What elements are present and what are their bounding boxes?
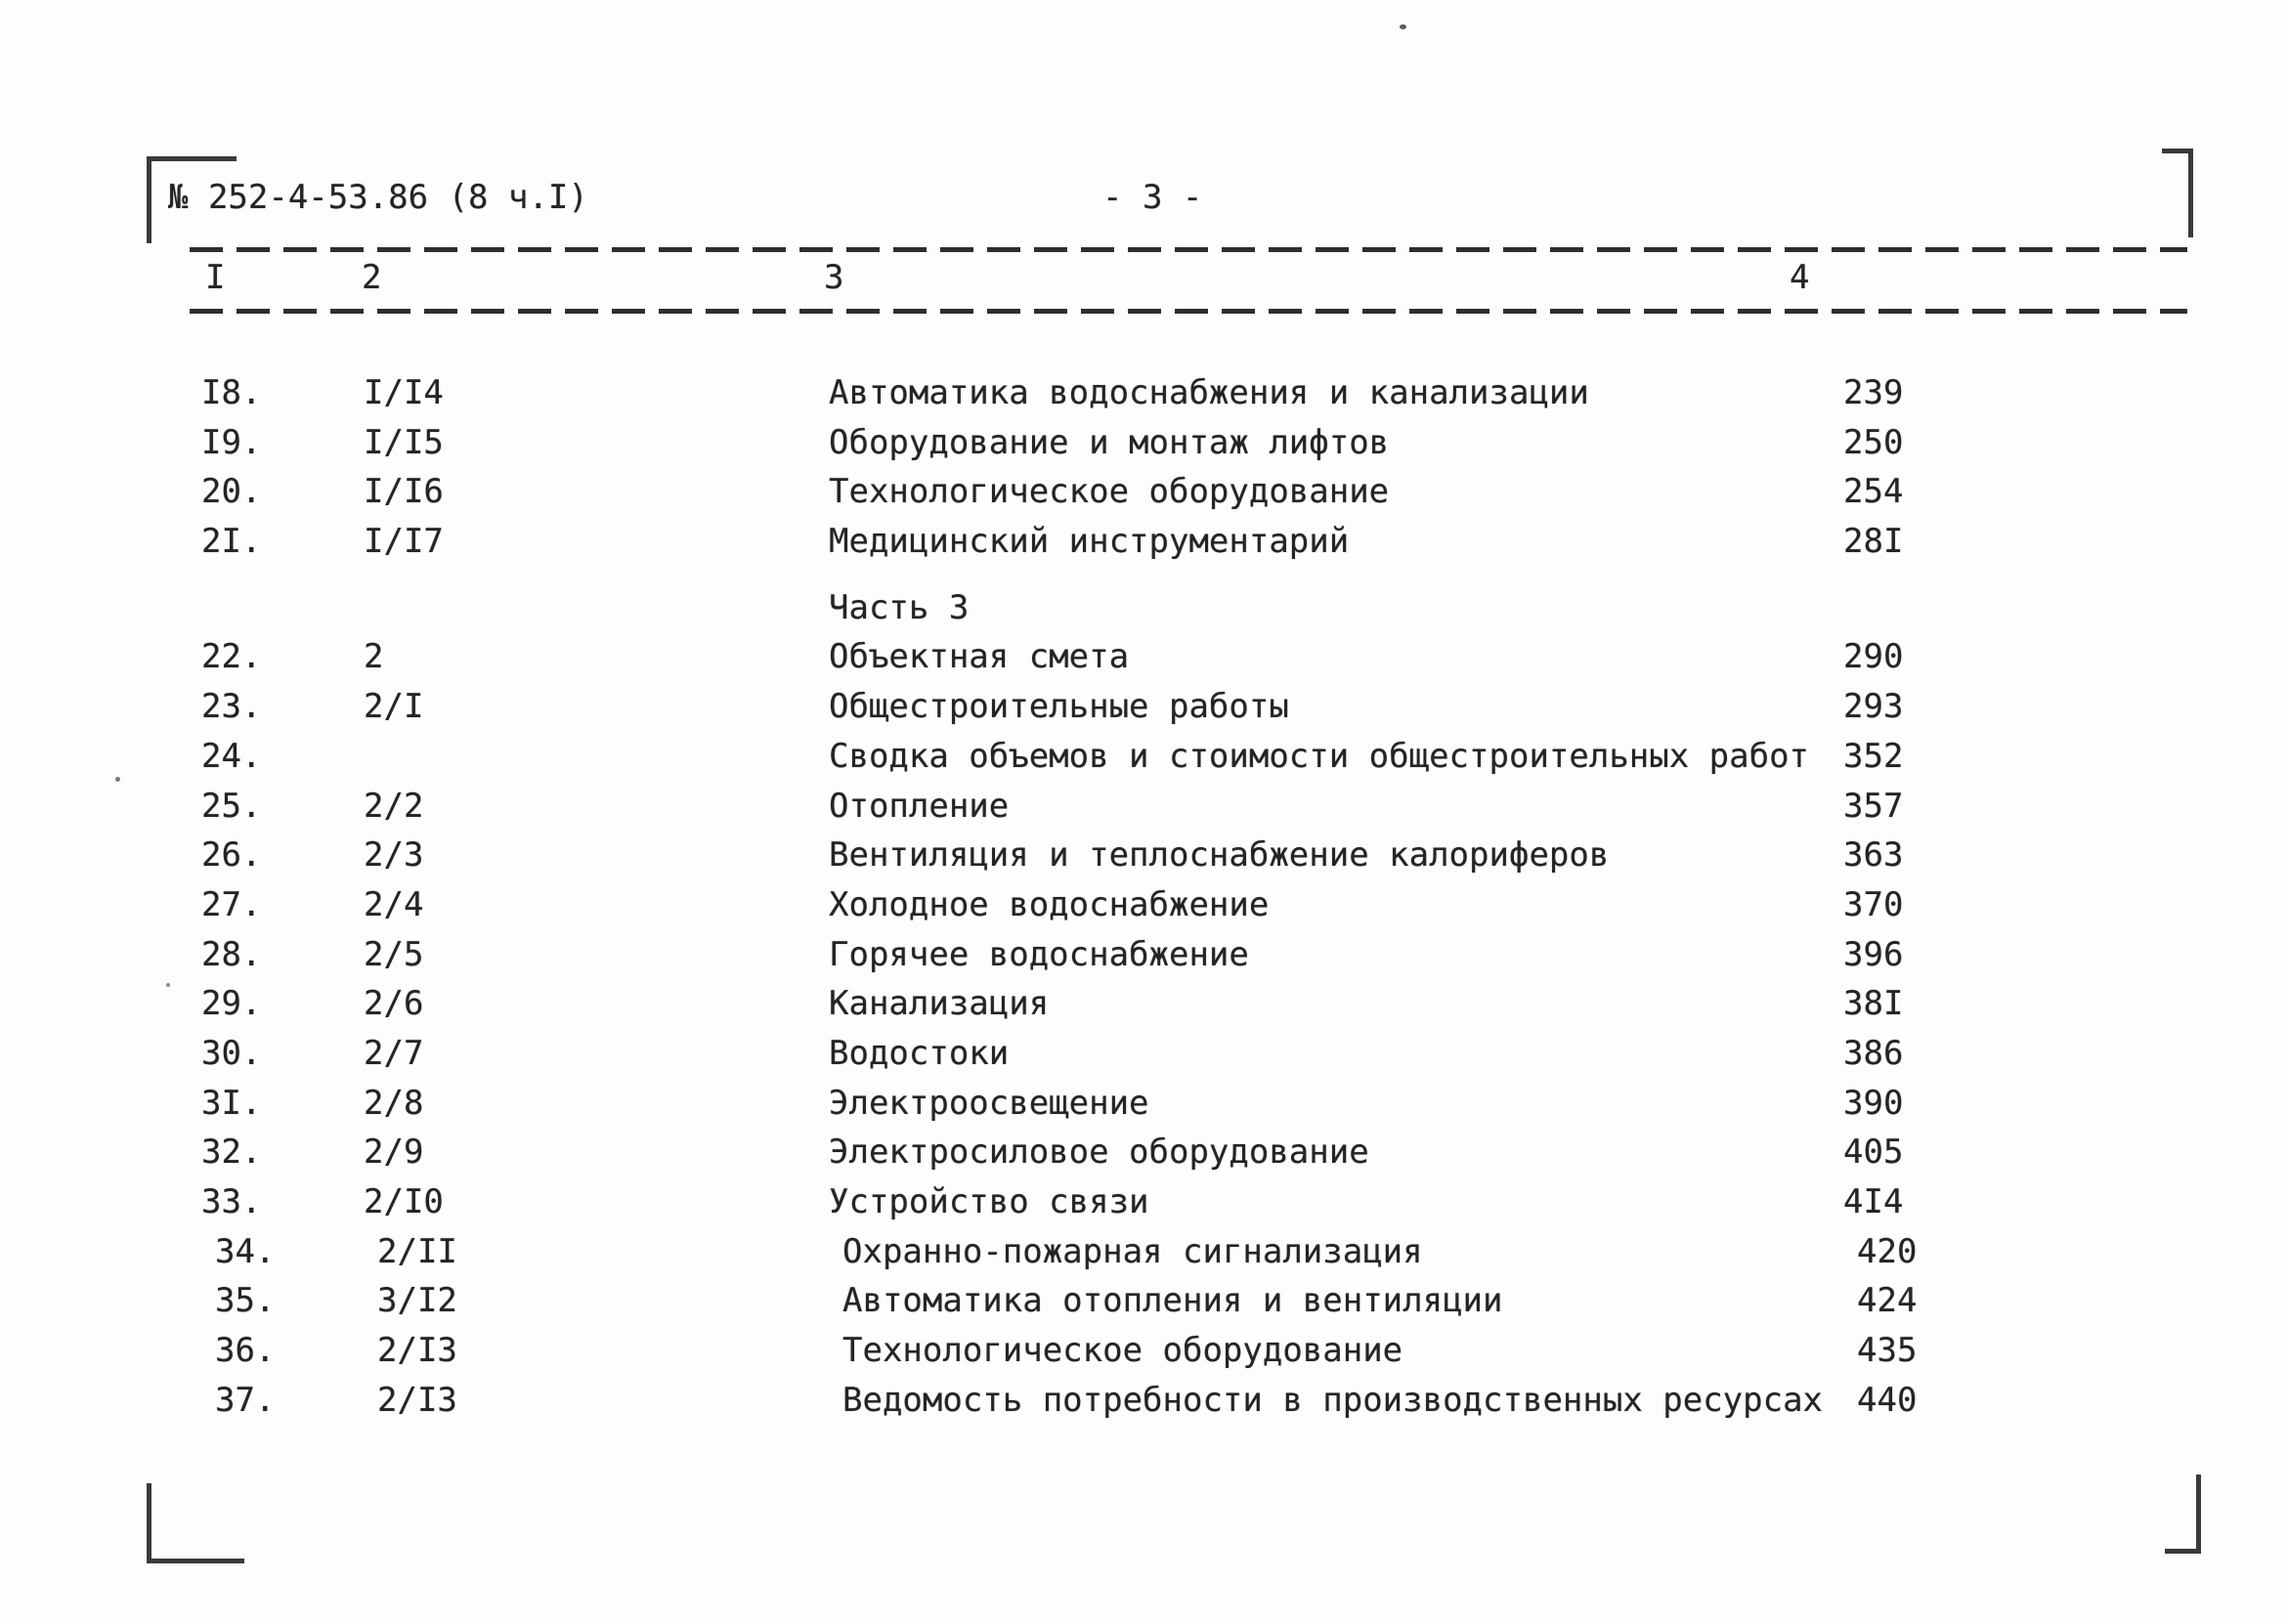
row-code: I/I6 (364, 472, 444, 512)
page-number: - 3 - (1102, 178, 1203, 217)
table-row (0, 1029, 2287, 1079)
row-page: 290 (1843, 637, 1904, 677)
row-code: 2/3 (364, 835, 424, 876)
row-code: 2 (364, 637, 384, 677)
row-code: 3/I2 (377, 1281, 457, 1321)
table-row (0, 782, 2287, 832)
row-page: 440 (1857, 1380, 1918, 1420)
table-row (0, 418, 2287, 468)
row-title: Вентиляция и теплоснабжение калориферов (829, 835, 1610, 876)
table-row (0, 1079, 2287, 1129)
row-page: 293 (1843, 687, 1904, 727)
row-title: Охранно-пожарная сигнализация (842, 1231, 1423, 1271)
row-page: 254 (1843, 472, 1904, 512)
row-code: 2/9 (364, 1133, 424, 1173)
row-title: Сводка объемов и стоимости общестроительных работ (829, 736, 1810, 776)
row-title: Электросиловое оборудование (829, 1133, 1369, 1173)
row-title: Холодное водоснабжение (829, 884, 1270, 924)
row-title: Устройство связи (829, 1182, 1149, 1221)
table-row (0, 880, 2287, 930)
row-page: 396 (1843, 934, 1904, 974)
table-row (0, 979, 2287, 1029)
row-title: Общестроительные работы (829, 687, 1289, 727)
row-title: Медицинский инструментарий (829, 522, 1350, 562)
row-code: 2/6 (364, 984, 424, 1024)
dashed-rule-bottom (190, 309, 2187, 314)
row-code: 2/8 (364, 1083, 424, 1123)
row-page: 420 (1857, 1231, 1918, 1271)
table-row (14, 1326, 2287, 1376)
row-number: 20. (201, 472, 262, 512)
row-code: 2/2 (364, 786, 424, 826)
row-title: Отопление (829, 786, 1010, 826)
row-number: 35. (215, 1281, 276, 1321)
row-title: Автоматика водоснабжения и канализации (829, 373, 1589, 412)
row-code: I/I4 (364, 373, 444, 412)
row-code: 2/4 (364, 884, 424, 924)
section-heading: Часть 3 (829, 587, 970, 627)
row-page: 424 (1857, 1281, 1918, 1321)
row-code: 2/I3 (377, 1380, 457, 1420)
row-number: 26. (201, 835, 262, 876)
row-number: 30. (201, 1033, 262, 1073)
table-row (0, 831, 2287, 880)
row-title: Технологическое оборудование (829, 472, 1390, 512)
row-page: 370 (1843, 884, 1904, 924)
row-number: 22. (201, 637, 262, 677)
row-page: 239 (1843, 373, 1904, 412)
row-number: 28. (201, 934, 262, 974)
row-number: 29. (201, 984, 262, 1024)
row-code: 2/7 (364, 1033, 424, 1073)
dashed-rule-top (190, 247, 2187, 252)
column-header-4: 4 (1790, 258, 1810, 297)
row-number: 36. (215, 1331, 276, 1371)
table-row (0, 517, 2287, 567)
table-row (0, 1177, 2287, 1227)
row-number: 23. (201, 687, 262, 727)
table-row (0, 1128, 2287, 1177)
row-code: I/I7 (364, 522, 444, 562)
crop-mark-top-right (2162, 149, 2193, 237)
row-page: 250 (1843, 422, 1904, 462)
crop-mark-bottom-right (2165, 1474, 2201, 1554)
scan-artifact-dot-top (1400, 24, 1406, 29)
row-page: 435 (1857, 1331, 1918, 1371)
row-code: 2/I0 (364, 1182, 444, 1221)
row-number: 2I. (201, 522, 262, 562)
column-header-3: 3 (824, 258, 844, 297)
row-title: Объектная смета (829, 637, 1130, 677)
row-page: 390 (1843, 1083, 1904, 1123)
row-page: 4I4 (1843, 1182, 1904, 1221)
row-page: 38I (1843, 984, 1904, 1024)
row-title: Горячее водоснабжение (829, 934, 1249, 974)
table-row (14, 1276, 2287, 1326)
column-header-2: 2 (362, 258, 382, 297)
row-number: 32. (201, 1133, 262, 1173)
row-title: Канализация (829, 984, 1050, 1024)
row-number: 33. (201, 1182, 262, 1221)
table-row (14, 1376, 2287, 1426)
table-row (14, 1227, 2287, 1277)
row-number: I9. (201, 422, 262, 462)
table-row (0, 732, 2287, 782)
table-body (0, 368, 2287, 1425)
table-row (0, 632, 2287, 682)
row-number: 37. (215, 1380, 276, 1420)
row-title: Электроосвещение (829, 1083, 1149, 1123)
row-page: 386 (1843, 1033, 1904, 1073)
row-title: Водостоки (829, 1033, 1010, 1073)
row-code: 2/II (377, 1231, 457, 1271)
document-number: № 252-4-53.86 (8 ч.I) (168, 178, 588, 217)
row-number: 27. (201, 884, 262, 924)
table-row (0, 368, 2287, 418)
row-title: Ведомость потребности в производственных ресурсах (842, 1380, 1824, 1420)
row-title: Технологическое оборудование (842, 1331, 1403, 1371)
table-row (0, 930, 2287, 980)
row-page: 28I (1843, 522, 1904, 562)
row-code: 2/5 (364, 934, 424, 974)
row-number: 3I. (201, 1083, 262, 1123)
row-number: 24. (201, 736, 262, 776)
table-row (0, 467, 2287, 517)
row-number: 34. (215, 1231, 276, 1271)
row-page: 357 (1843, 786, 1904, 826)
row-code: 2/I (364, 687, 424, 727)
row-title: Автоматика отопления и вентиляции (842, 1281, 1503, 1321)
column-header-1: I (205, 258, 226, 297)
row-title: Оборудование и монтаж лифтов (829, 422, 1390, 462)
row-number: 25. (201, 786, 262, 826)
crop-mark-bottom-left (147, 1483, 244, 1563)
row-code: I/I5 (364, 422, 444, 462)
row-page: 405 (1843, 1133, 1904, 1173)
row-page: 352 (1843, 736, 1904, 776)
row-code: 2/I3 (377, 1331, 457, 1371)
row-page: 363 (1843, 835, 1904, 876)
table-row (0, 682, 2287, 732)
row-number: I8. (201, 373, 262, 412)
